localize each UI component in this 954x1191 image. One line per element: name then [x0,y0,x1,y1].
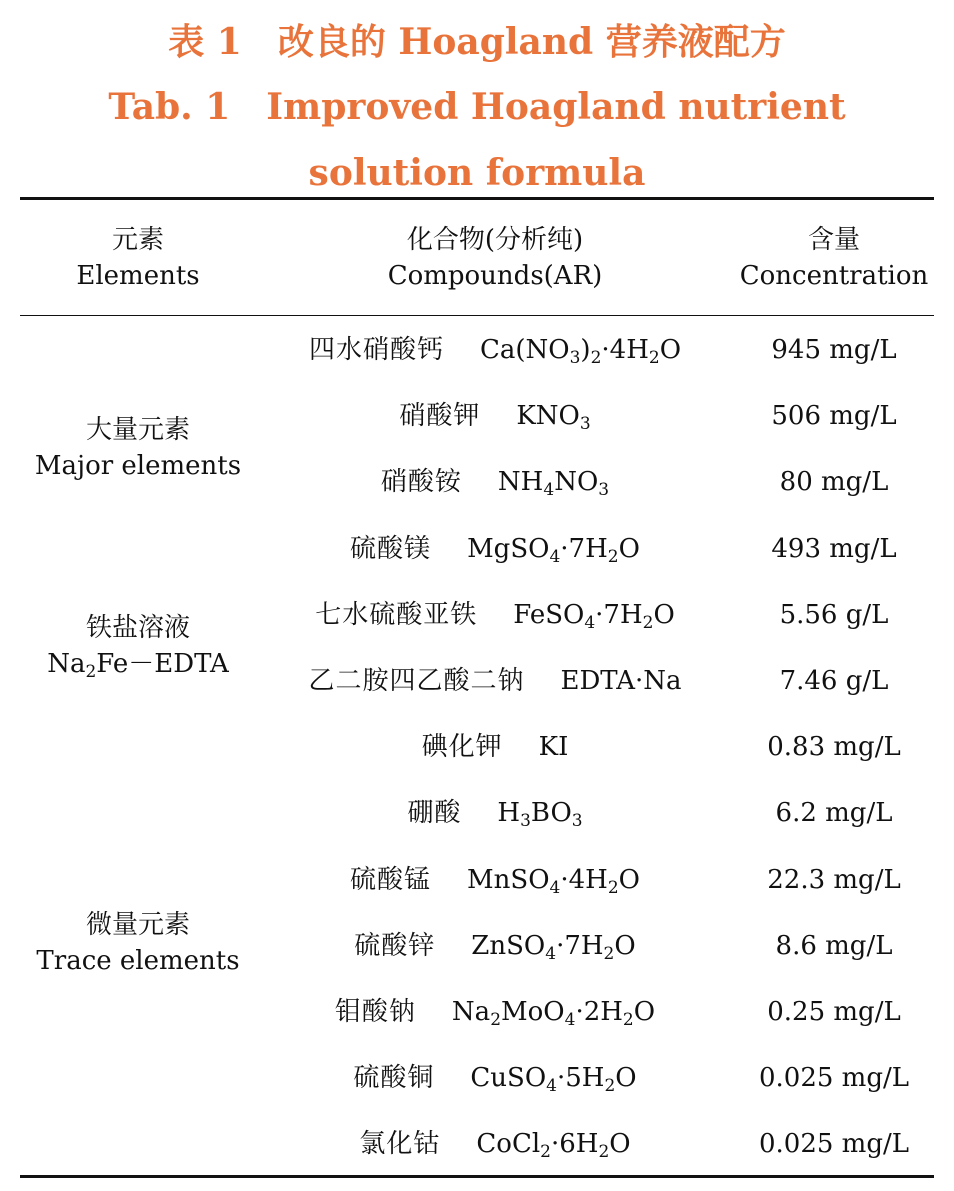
formula-subscript: 4 [549,546,561,567]
formula-text: EDTA·Na [560,666,682,696]
formula-subscript: 4 [549,877,561,898]
concentration-cell: 0.83 mg/L [767,732,901,763]
formula-text: H [497,798,521,829]
table-row [256,1112,934,1178]
compound-formula [560,666,681,696]
formula-text: O [653,599,675,630]
formula-subscript: 3 [579,414,591,435]
formula-subscript: 3 [520,811,531,832]
compound-name-cn: 硫酸锌 [354,930,436,961]
header-elements-cn: 元素 [111,225,164,255]
compound-name-cn: 碘化钾 [421,732,503,763]
compound-formula [467,533,640,567]
header-concentration [734,222,934,294]
formula-text: ·7H [560,533,608,564]
formula-text: O [609,1129,631,1160]
compound-formula [513,599,675,633]
compound-formula [451,997,656,1030]
compound-name-cn: 硫酸铜 [353,1063,435,1094]
formula-subscript: 2 [607,877,619,898]
formula-subscript: 3 [569,348,581,368]
header-compounds-cn: 化合物(分析纯) [406,225,584,255]
formula-text: BO [530,798,572,829]
formula-text: MnSO [467,864,550,895]
table-row [256,914,934,980]
formula-text: ·4H [601,335,649,365]
compound-formula [516,401,591,435]
formula-subscript: 2 [607,546,619,567]
category-major [20,412,256,484]
formula-text: NO [554,467,599,498]
formula-subscript: 2 [603,943,615,964]
formula-text: ·2H [575,997,623,1027]
formula-text: O [614,930,636,961]
compound-formula [471,930,636,964]
concentration-cell: 8.6 mg/L [775,930,893,961]
table-row [256,318,934,384]
concentration-cell: 7.46 g/L [779,666,889,696]
concentration-cell: 0.25 mg/L [767,997,901,1027]
category-iron-en-rest: Fe－EDTA [96,649,229,679]
formula-text: MgSO [467,533,550,564]
compound-name-cn: 硫酸镁 [350,533,432,564]
formula-text: ·5H [556,1063,605,1094]
compound-formula [479,335,682,368]
concentration-cell: 0.025 mg/L [758,1129,910,1160]
header-compounds [256,222,734,294]
header-compounds-en: Compounds(AR) [387,261,603,291]
formula-subscript: 2 [622,1010,634,1030]
table-title-en-line1: Tab. 1 Improved Hoagland nutrient [108,86,846,128]
compound-name-cn: 乙二胺四乙酸二钠 [308,666,525,696]
compound-name-cn: 硫酸锰 [350,864,432,895]
compound-cell [256,1127,734,1161]
formula-subscript: 2 [590,348,602,368]
compound-cell [256,598,734,632]
compound-cell [256,730,734,764]
formula-subscript: 4 [543,480,555,501]
table-row [256,450,934,516]
header-elements-en: Elements [76,261,200,291]
compound-cell [256,532,734,566]
header-concentration-en: Concentration [739,261,929,291]
table-row [256,848,934,914]
concentration-cell: 80 mg/L [779,467,889,498]
table-row [256,384,934,450]
formula-subscript: 2 [540,1142,551,1163]
formula-subscript: 2 [604,1076,616,1097]
top-rule [20,197,934,200]
formula-text: CuSO [470,1063,547,1094]
concentration-cell: 506 mg/L [771,401,897,432]
formula-subscript: 4 [584,612,596,633]
concentration-cell: 493 mg/L [771,533,897,564]
concentration-cell: 0.025 mg/L [758,1063,910,1094]
formula-text: O [618,533,640,564]
category-iron [20,610,256,682]
formula-text: ·4H [560,864,608,895]
compound-formula [470,1063,637,1097]
table-row [256,517,934,583]
category-iron-en-sub: 2 [85,662,97,682]
header-elements [20,222,256,294]
compound-cell [256,465,734,499]
formula-text: ·7H [556,930,604,961]
compound-formula [497,798,583,832]
concentration-cell: 945 mg/L [771,335,897,365]
formula-subscript: 2 [598,1142,610,1163]
formula-text: CoCl [476,1129,541,1160]
category-major-en: Major elements [34,451,242,481]
formula-subscript: 4 [545,943,557,964]
header-concentration-cn: 含量 [807,225,860,255]
formula-text: O [659,335,682,365]
compound-name-cn: 氯化钴 [359,1129,441,1160]
category-major-cn: 大量元素 [85,415,190,445]
table-row [256,583,934,649]
table-row [256,980,934,1046]
formula-text: O [633,997,656,1027]
category-trace-cn: 微量元素 [85,910,190,940]
compound-name-cn: 钼酸钠 [334,997,416,1027]
compound-cell [256,995,734,1029]
category-iron-en-prefix: Na [47,649,86,679]
category-iron-cn: 铁盐溶液 [85,613,190,643]
concentration-cell: 22.3 mg/L [767,864,901,895]
header-rule [20,315,934,316]
compound-name-cn: 七水硫酸亚铁 [315,599,478,630]
formula-text: ZnSO [471,930,546,961]
formula-text: Ca(NO [479,335,570,365]
formula-text: O [615,1063,637,1094]
formula-text: MoO [501,997,565,1027]
bottom-rule [20,1175,934,1178]
concentration-cell: 5.56 g/L [779,599,889,630]
formula-text: ·6H [550,1129,599,1160]
formula-subscript: 3 [571,811,583,832]
compound-formula [497,467,610,501]
compound-name-cn: 硝酸铵 [380,467,462,498]
table-row [256,781,934,847]
compound-cell [256,796,734,830]
compound-cell [256,333,734,367]
compound-cell [256,1061,734,1095]
formula-text: ) [580,335,591,365]
compound-name-cn: 四水硝酸钙 [308,335,444,365]
formula-text: O [618,864,640,895]
formula-subscript: 3 [598,480,610,501]
compound-cell [256,863,734,897]
compound-formula [467,864,640,898]
formula-text: KNO [516,401,580,432]
formula-text: NH [497,467,544,498]
category-trace-en: Trace elements [36,946,240,976]
formula-subscript: 4 [564,1010,576,1030]
category-iron-en [20,646,256,682]
compound-name-cn: 硝酸钾 [399,401,481,432]
formula-text: KI [538,732,569,763]
compound-formula [539,732,569,762]
compound-name-cn: 硼酸 [407,798,462,829]
formula-subscript: 2 [490,1010,502,1030]
compound-cell [256,664,734,698]
table-title-en-line2: solution formula [308,152,646,194]
table-row [256,1046,934,1112]
formula-subscript: 2 [642,612,654,633]
formula-text: ·7H [595,599,643,630]
compound-cell [256,399,734,433]
compound-formula [476,1129,631,1163]
formula-subscript: 4 [546,1076,557,1097]
formula-subscript: 2 [648,348,660,368]
table-row [256,715,934,781]
formula-text: Na [451,997,491,1027]
table-title-cn: 表 1 改良的 Hoagland 营养液配方 [168,21,786,63]
concentration-cell: 6.2 mg/L [775,798,893,829]
table-row [256,649,934,715]
compound-cell [256,929,734,963]
category-trace [20,907,256,979]
formula-text: FeSO [513,599,585,630]
